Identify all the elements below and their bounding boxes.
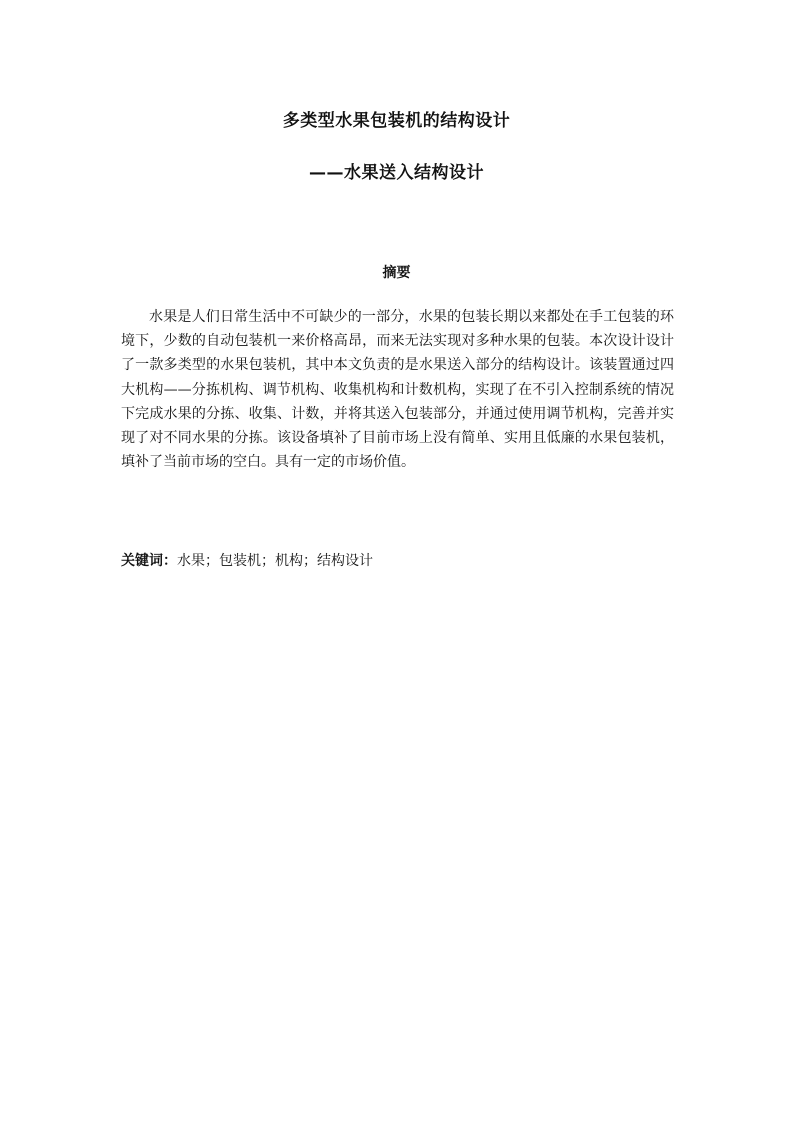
- document-subtitle: ——水果送入结构设计: [309, 163, 484, 183]
- keywords-line: [121, 551, 373, 571]
- keywords-label: 关键词：: [121, 553, 177, 569]
- document-title: 多类型水果包装机的结构设计: [282, 111, 511, 131]
- abstract-heading: 摘要: [382, 265, 411, 281]
- abstract-body: 水果是人们日常生活中不可缺少的一部分，水果的包装长期以来都处在手工包装的环境下，少数的自动包装机一来价格高昂，而来无法实现对多种水果的包装。本次设计设计了一款多类型的水果包装机，其中本文负责的是水果送入部分的结构设计。该装置通过四大机构——分拣机构、调节机构、收集机构和计数机构，实现了在不引入控制系统的情况下完成水果的分拣、收集、计数，并将其送入包装部分，并通过使用调节机构，完善并实现了对不同水果的分拣。该设备填补了目前市场上没有简单、实用且低廉的水果包装机，填补了当前市场的空白。具有一定的市场价值。: [121, 309, 674, 471]
- keywords-value: 水果；包装机；机构；结构设计: [177, 553, 373, 569]
